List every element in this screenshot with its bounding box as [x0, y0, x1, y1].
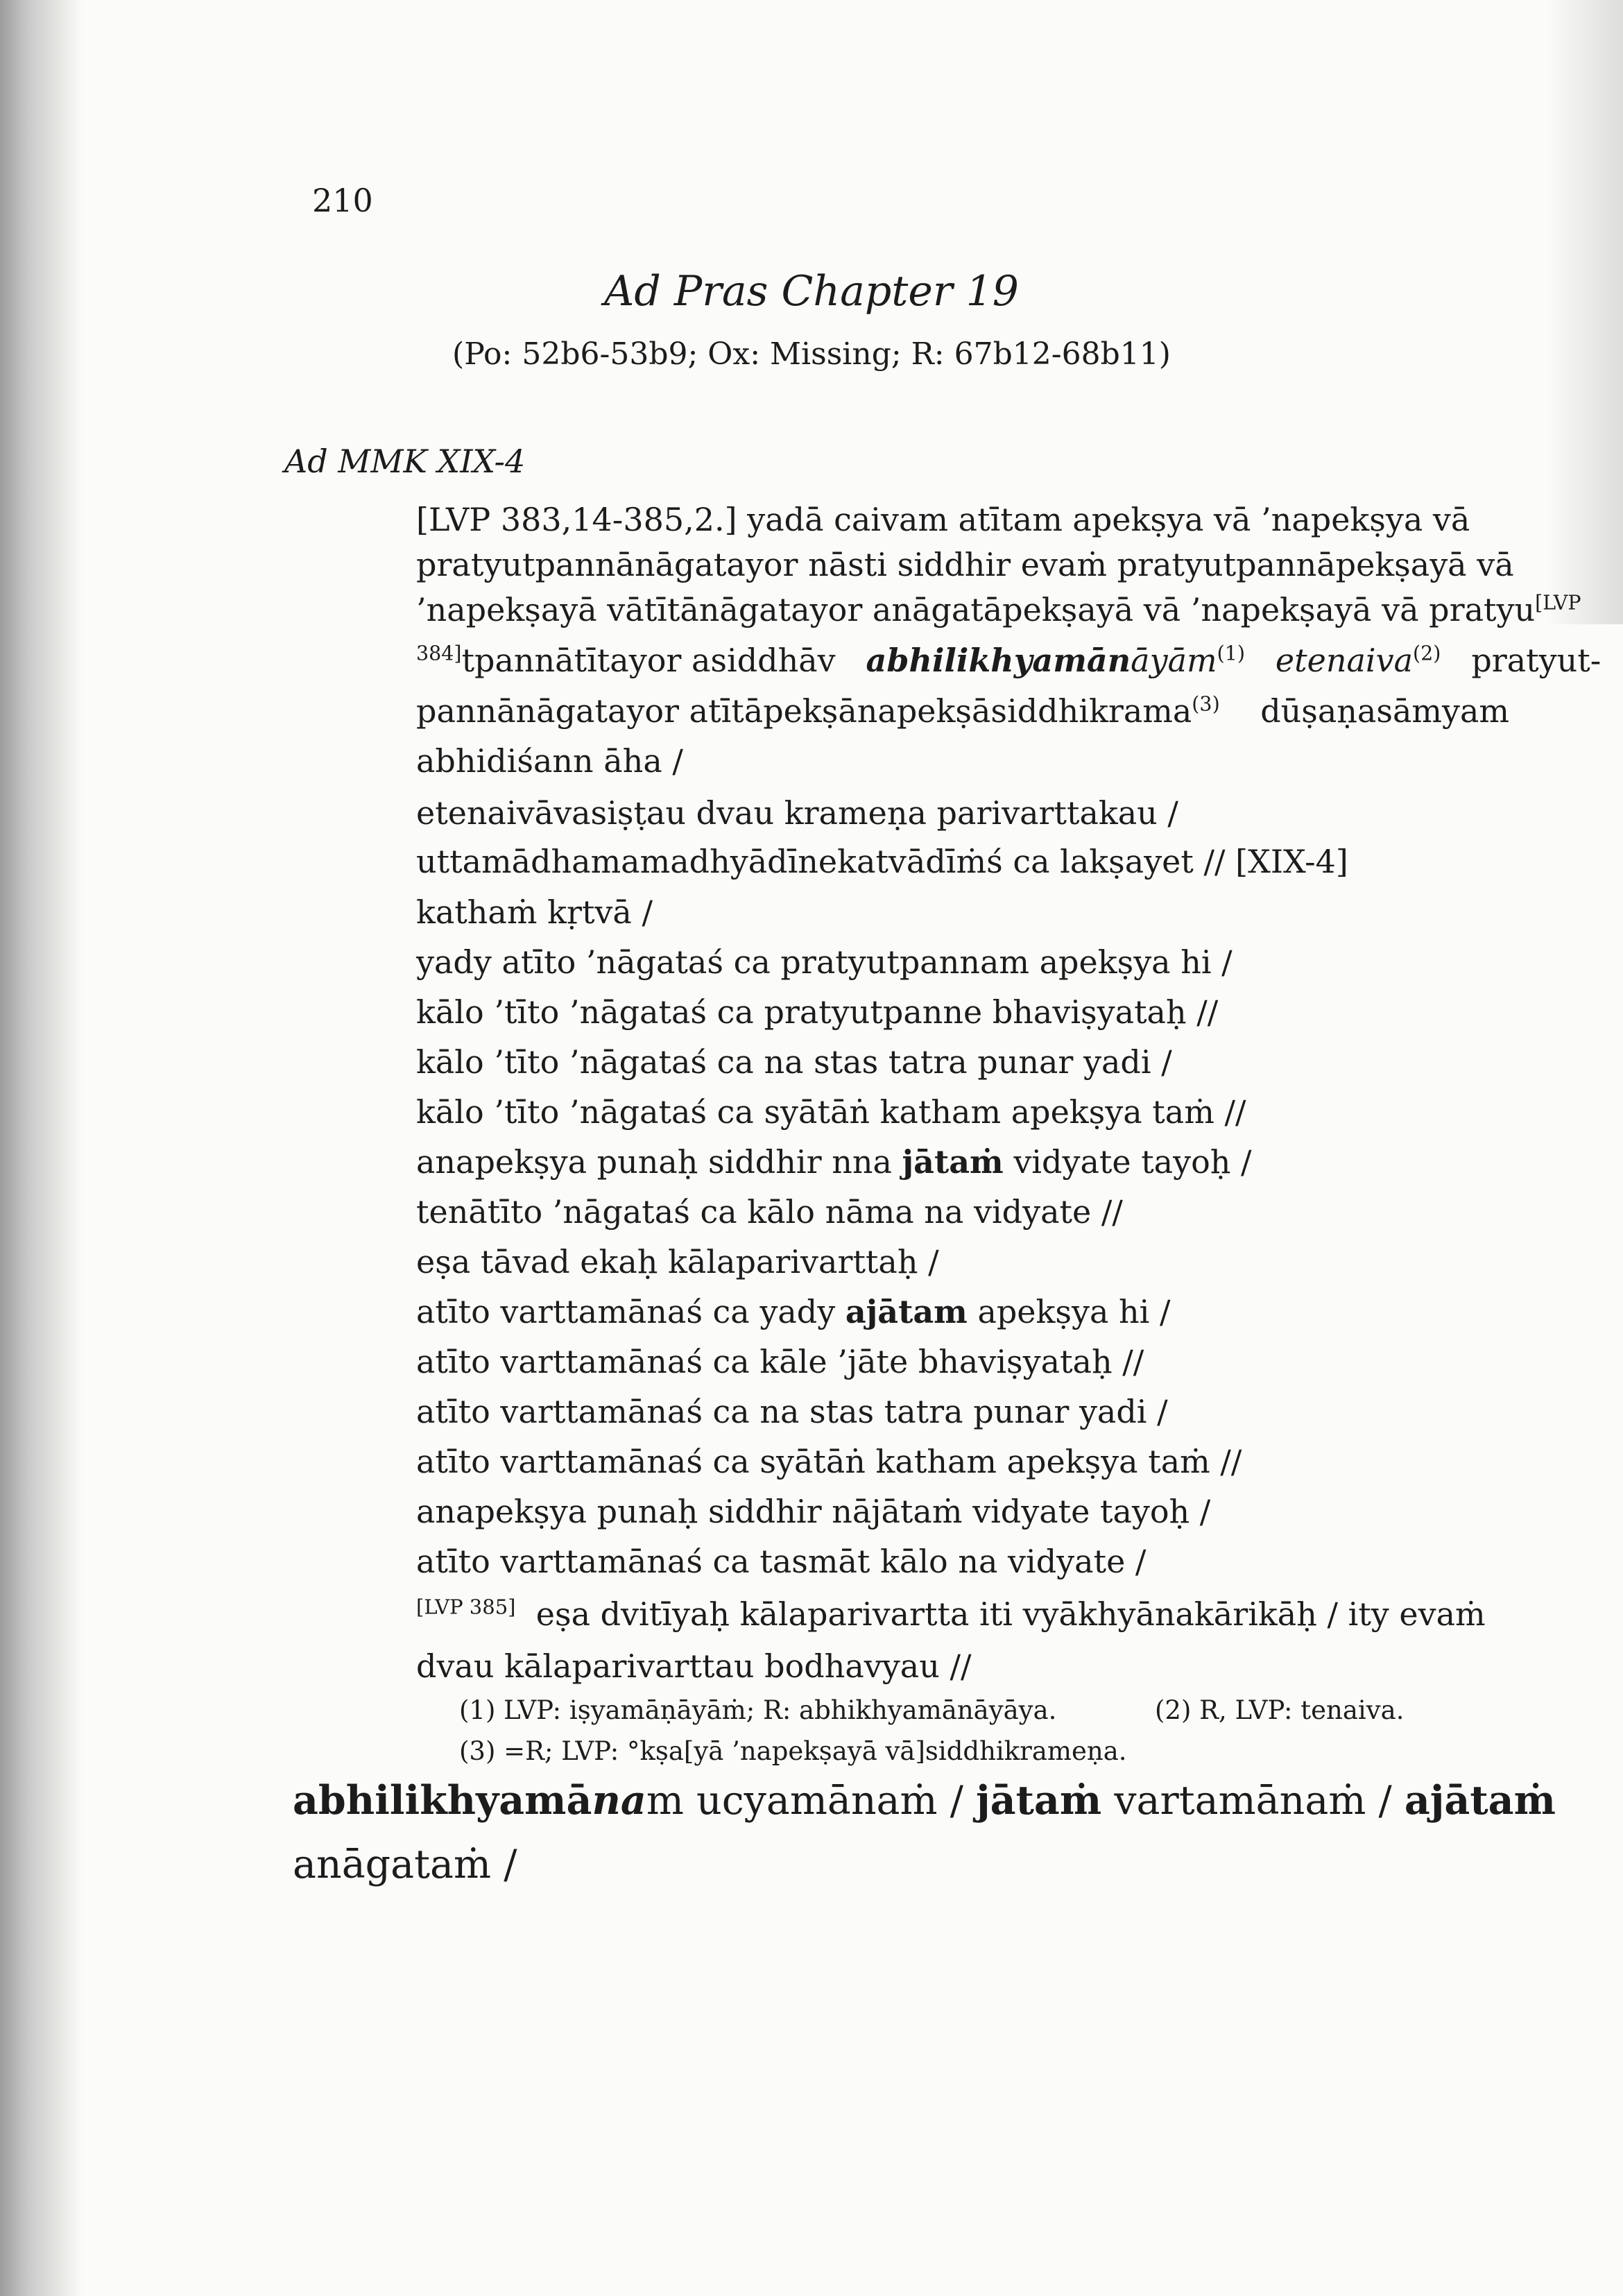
bold-term: jātaṁ — [976, 1777, 1102, 1824]
verse-line: kathaṁ kṛtvā / — [416, 893, 653, 931]
verse-line: kālo ’tīto ’nāgataś ca na stas tatra punar yadi / — [416, 1043, 1172, 1081]
verse-line: atīto varttamānaś ca syātāṅ katham apekṣya taṁ // — [416, 1443, 1242, 1480]
page-number: 210 — [312, 182, 373, 219]
lvp-marker: [LVP 385] — [416, 1595, 516, 1619]
prose-line: ’napekṣayā vātītānāgatayor anāgatāpekṣayā vā ’napekṣayā vā pratyu$^{[LVP}$ — [416, 591, 1581, 628]
verse-line: anapekṣya punaḥ siddhir nna jātaṁ vidyate tayoḥ / — [416, 1143, 1252, 1181]
section-heading: Ad MMK XIX-4 — [284, 443, 526, 480]
verse-line: kālo ’tīto ’nāgataś ca pratyutpanne bhaviṣyataḥ // — [416, 993, 1219, 1031]
lvp-marker: 384] — [416, 642, 462, 665]
prose-line: abhidiśann āha / — [416, 742, 683, 780]
footnote-1: (1) LVP: iṣyamāṇāyāṁ; R: abhikhyamānāyāya. — [459, 1695, 1057, 1725]
verse-line: eṣa tāvad ekaḥ kālaparivarttaḥ / — [416, 1243, 939, 1280]
verse-line: tenātīto ’nāgataś ca kālo nāma na vidyate // — [416, 1193, 1123, 1231]
verse-line: atīto varttamānaś ca yady ajātam apekṣya hi / — [416, 1293, 1171, 1330]
verse-line: anapekṣya punaḥ siddhir nājātaṁ vidyate tayoḥ / — [416, 1493, 1211, 1530]
closing-line: [LVP 385] eṣa dvitīyaḥ kālaparivartta iti vyākhyānakārikāḥ / ity evaṁ — [416, 1595, 1486, 1633]
verse-line: kālo ’tīto ’nāgataś ca syātāṅ katham apekṣya taṁ // — [416, 1093, 1246, 1131]
prose-line: pannānāgatayor atītāpekṣānapekṣāsiddhikrama$^{(3)}$ dūṣaṇasāmyam — [416, 692, 1510, 730]
bold-term: jātaṁ — [902, 1143, 1004, 1181]
gloss-line: abhilikhyamānam ucyamānaṁ / jātaṁ vartamānaṁ / ajātaṁ — [293, 1777, 1556, 1824]
prose-line: pratyutpannānāgatayor nāsti siddhir evaṁ pratyutpannāpekṣayā vā — [416, 546, 1514, 583]
bold-term: ajātaṁ — [1404, 1777, 1556, 1824]
bold-term: abhilikhyamān — [866, 642, 1131, 679]
verse-line: uttamādhamamadhyādīnekatvādīṁś ca lakṣayet // [XIX-4] — [416, 843, 1348, 880]
footnote-mark: (1) — [1217, 642, 1246, 665]
footnote-mark: (3) — [1192, 692, 1220, 716]
verse-line: atīto varttamānaś ca tasmāt kālo na vidyate / — [416, 1543, 1147, 1580]
gloss-line: anāgataṁ / — [293, 1842, 517, 1887]
verse-line: yady atīto ’nāgataś ca pratyutpannam apekṣya hi / — [416, 943, 1233, 981]
prose-line: $^{384]}$tpannātītayor asiddhāv abhilikhyamānāyām$^{(1)}$ etenaiva$^{(2)}$ pratyut- — [416, 642, 1601, 679]
verse-line: atīto varttamānaś ca kāle ’jāte bhaviṣyataḥ // — [416, 1343, 1144, 1380]
verse-line: atīto varttamānaś ca na stas tatra punar yadi / — [416, 1393, 1168, 1430]
chapter-title: Ad Pras Chapter 19 — [604, 267, 1019, 316]
closing-line: dvau kālaparivarttau bodhavyau // — [416, 1647, 972, 1685]
bold-term: abhilikhyamānam — [293, 1777, 684, 1824]
prose-line: [LVP 383,14-385,2.] yadā caivam atītam apekṣya vā ’napekṣya vā — [416, 501, 1470, 538]
footnote-2: (2) R, LVP: tenaiva. — [1155, 1695, 1405, 1725]
verse-line: etenaivāvasiṣṭau dvau krameṇa parivarttakau / — [416, 794, 1178, 832]
footnote-mark: (2) — [1413, 642, 1441, 665]
source-references: (Po: 52b6-53b9; Ox: Missing; R: 67b12-68b11) — [452, 336, 1171, 372]
bold-term: ajātam — [845, 1293, 968, 1330]
lvp-marker: [LVP — [1535, 591, 1581, 615]
footnote-3: (3) =R; LVP: °kṣa[yā ’napekṣayā vā]siddhikrameṇa. — [459, 1736, 1127, 1766]
